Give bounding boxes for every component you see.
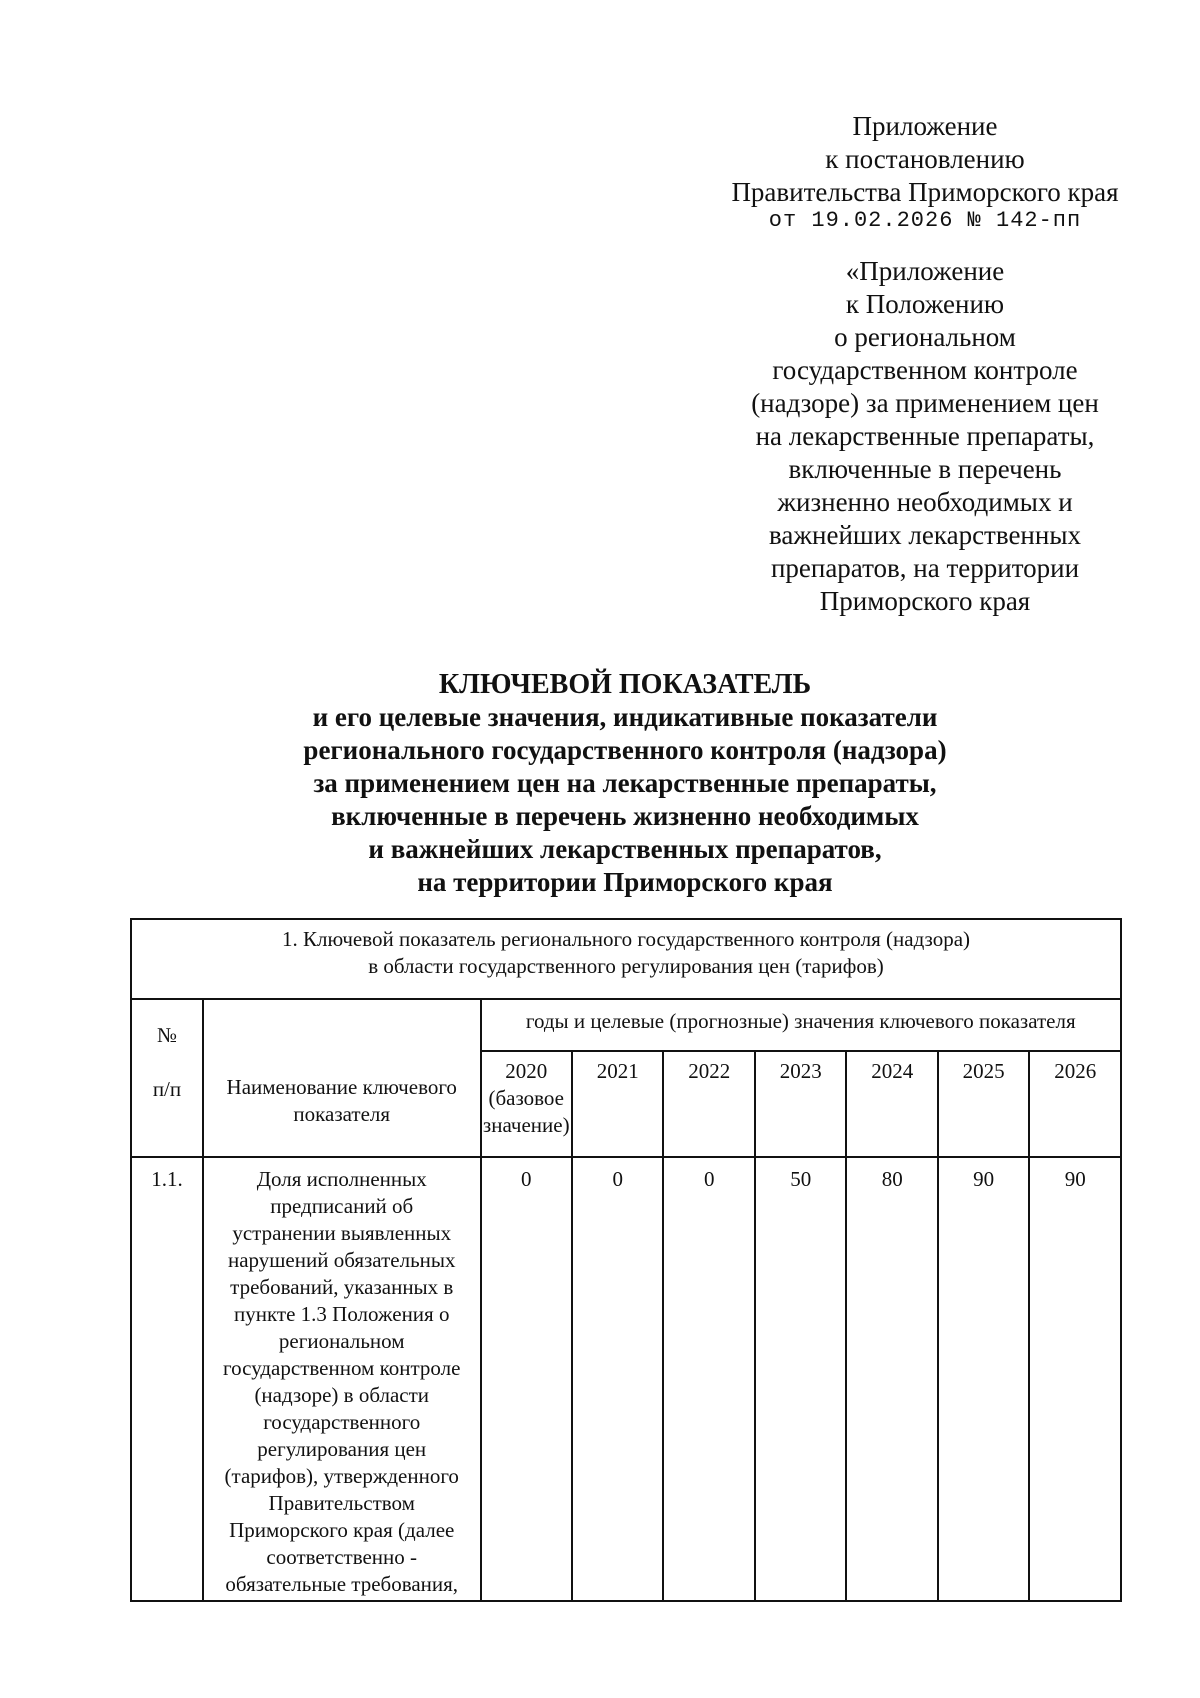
title-line: и его целевые значения, индикативные показатели bbox=[312, 702, 938, 732]
indicator-name-line: Доля исполненных bbox=[256, 1167, 427, 1191]
indicator-name-line: государственном контроле bbox=[223, 1356, 461, 1380]
indicator-name-line: региональном bbox=[278, 1329, 405, 1353]
title-line: за применением цен на лекарственные препараты, bbox=[313, 768, 937, 798]
value-2024: 80 bbox=[846, 1157, 937, 1601]
year-header-2026: 2026 bbox=[1029, 1051, 1121, 1157]
title-line: и важнейших лекарственных препаратов, bbox=[368, 834, 882, 864]
appendix-line-2: к постановлению bbox=[825, 144, 1025, 174]
regulation-line: Приморского края bbox=[819, 586, 1031, 616]
regulation-line: жизненно необходимых и bbox=[777, 487, 1073, 517]
base-value-note: значение) bbox=[482, 1113, 570, 1137]
section-title-line-1: 1. Ключевой показатель регионального государственного контроля (надзора) bbox=[281, 927, 971, 951]
section-header-row bbox=[131, 919, 1121, 999]
indicator-name-line: регулирования цен bbox=[257, 1437, 427, 1461]
regulation-line: на лекарственные препараты, bbox=[755, 421, 1095, 451]
appendix-header bbox=[700, 110, 1150, 233]
approval-date-number: от 19.02.2026 № 142-пп bbox=[768, 208, 1082, 233]
regulation-line: (надзоре) за применением цен bbox=[751, 388, 1099, 418]
regulation-line: к Положению bbox=[845, 289, 1005, 319]
year-header-2025: 2025 bbox=[938, 1051, 1029, 1157]
regulation-line: препаратов, на территории bbox=[770, 553, 1080, 583]
row-number: 1.1. bbox=[131, 1157, 203, 1601]
value-2026: 90 bbox=[1029, 1157, 1121, 1601]
section-title-cell bbox=[131, 919, 1121, 999]
year-header-2021: 2021 bbox=[572, 1051, 663, 1157]
column-header-number bbox=[131, 999, 203, 1157]
regulation-line: о региональном bbox=[834, 322, 1016, 352]
indicator-name-line: Правительством bbox=[268, 1491, 415, 1515]
column-header-years-group: годы и целевые (прогнозные) значения ключевого показателя bbox=[481, 999, 1121, 1051]
regulation-line: государственном контроле bbox=[772, 355, 1078, 385]
indicator-name-line: устранении выявленных bbox=[232, 1221, 452, 1245]
value-2022: 0 bbox=[663, 1157, 754, 1601]
title-line: включенные в перечень жизненно необходимых bbox=[331, 801, 919, 831]
indicator-name-line: предписаний об bbox=[270, 1194, 414, 1218]
title-line: регионального государственного контроля (надзора) bbox=[303, 735, 947, 765]
year-header-2024: 2024 bbox=[846, 1051, 937, 1157]
value-2023: 50 bbox=[755, 1157, 846, 1601]
column-number-abbrev: п/п bbox=[152, 1077, 182, 1101]
regulation-line: важнейших лекарственных bbox=[769, 520, 1081, 550]
title-line: на территории Приморского края bbox=[417, 867, 833, 897]
indicator-name-line: соответственно - bbox=[266, 1545, 418, 1569]
column-number-symbol: № bbox=[156, 1023, 177, 1047]
title-heading: КЛЮЧЕВОЙ ПОКАЗАТЕЛЬ bbox=[438, 669, 812, 700]
column-group-header-row bbox=[131, 999, 1121, 1051]
indicator-name bbox=[203, 1157, 481, 1601]
column-header-name: Наименование ключевого показателя bbox=[203, 999, 481, 1157]
value-2020: 0 bbox=[481, 1157, 572, 1601]
value-2021: 0 bbox=[572, 1157, 663, 1601]
appendix-line-3: Правительства Приморского края bbox=[731, 177, 1119, 207]
indicator-name-line: (тарифов), утвержденного bbox=[224, 1464, 459, 1488]
indicator-name-line: требований, указанных в bbox=[230, 1275, 454, 1299]
indicator-name-line: (надзоре) в области bbox=[254, 1383, 430, 1407]
document-title bbox=[150, 668, 1100, 899]
key-indicator-table bbox=[130, 918, 1122, 1602]
year-label: 2020 bbox=[505, 1059, 548, 1083]
year-header-2022: 2022 bbox=[663, 1051, 754, 1157]
indicator-name-line: Приморского края (далее bbox=[229, 1518, 455, 1542]
regulation-line: «Приложение bbox=[845, 256, 1005, 286]
regulation-line: включенные в перечень bbox=[788, 454, 1062, 484]
base-value-note: (базовое bbox=[488, 1086, 565, 1110]
year-header-2023: 2023 bbox=[755, 1051, 846, 1157]
indicator-name-line: государственного bbox=[263, 1410, 421, 1434]
indicator-name-line: обязательные требования, bbox=[225, 1572, 459, 1596]
appendix-line-1: Приложение bbox=[852, 111, 998, 141]
regulation-appendix-header bbox=[730, 255, 1120, 618]
indicator-name-line: нарушений обязательных bbox=[227, 1248, 456, 1272]
section-title-line-2: в области государственного регулирования цен (тарифов) bbox=[368, 954, 884, 978]
value-2025: 90 bbox=[938, 1157, 1029, 1601]
year-header-2020 bbox=[481, 1051, 572, 1157]
table-row bbox=[131, 1157, 1121, 1601]
indicator-name-line: пункте 1.3 Положения о bbox=[234, 1302, 450, 1326]
